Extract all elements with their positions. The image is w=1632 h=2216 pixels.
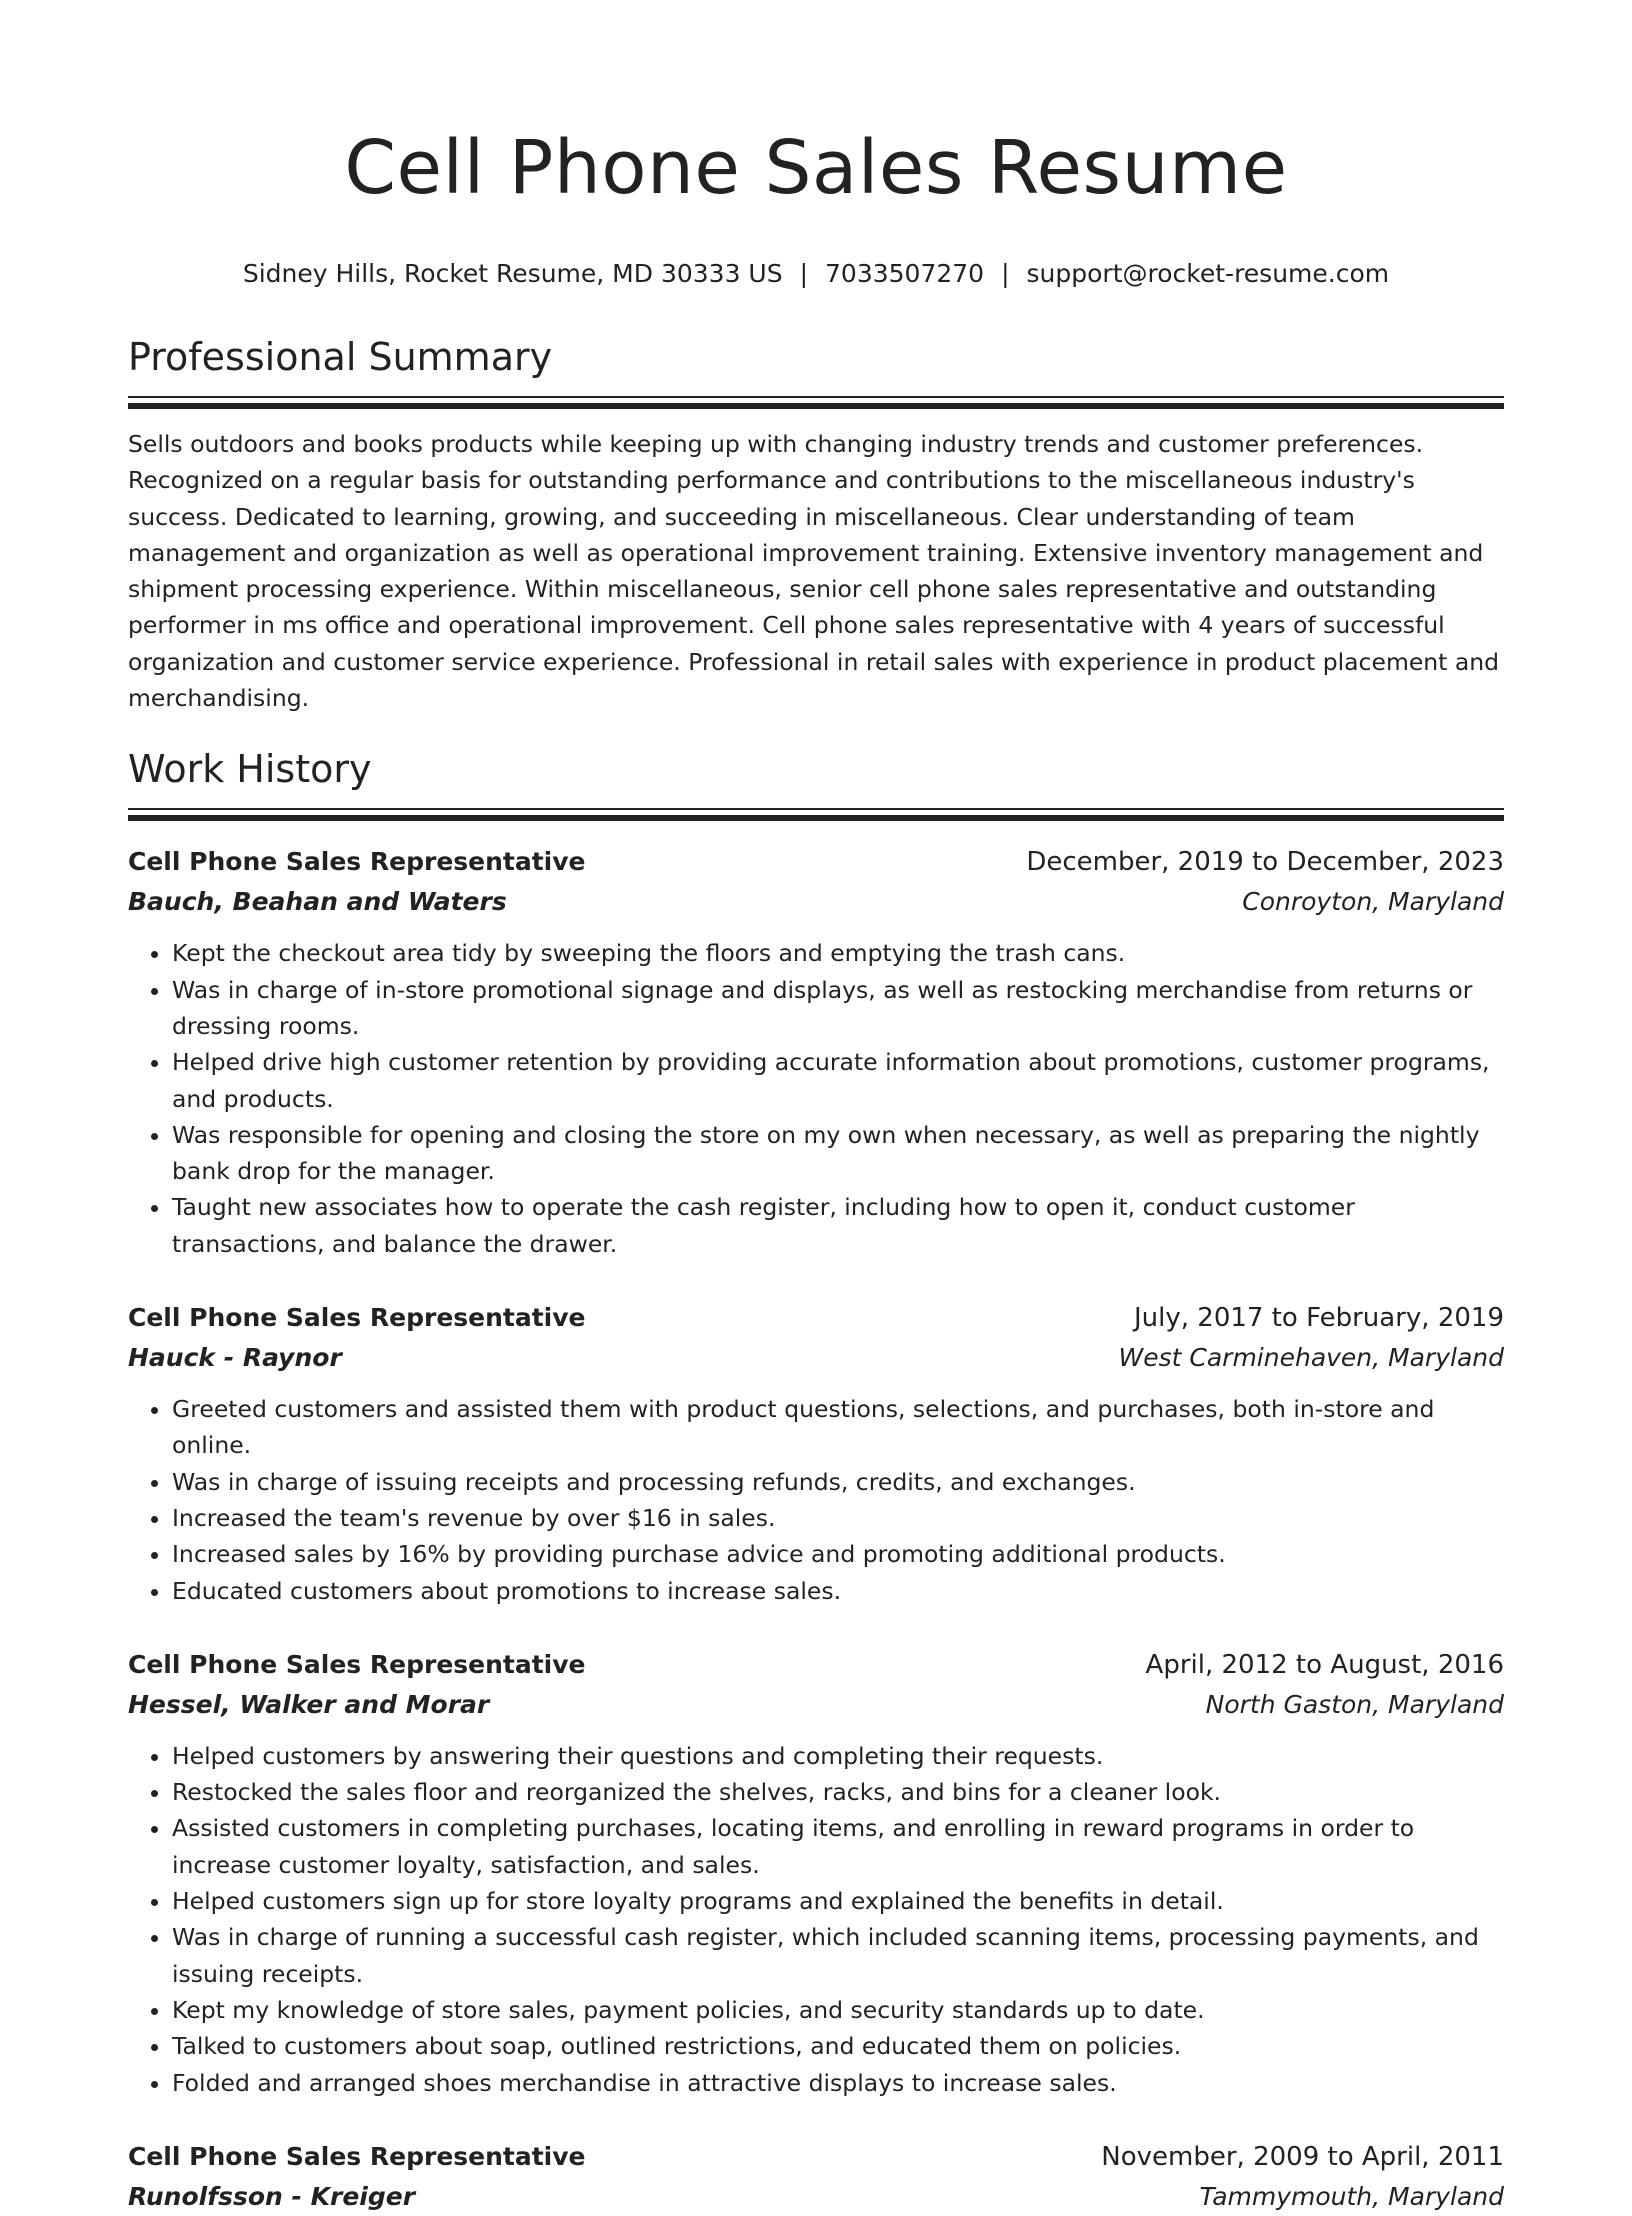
job-bullet: • Talked to customers about soap, outlined restrictions, and educated them on policies. [172, 2028, 1504, 2064]
job-entry [128, 2137, 1504, 2216]
job-location: West Carminehaven, Maryland [1118, 1343, 1504, 1373]
job-entry [128, 1298, 1504, 1609]
job-title: Cell Phone Sales Representative [128, 1303, 586, 1333]
contact-phone: 7033507270 [825, 259, 985, 288]
section-divider [128, 808, 1504, 822]
job-bullet-list [128, 1738, 1504, 2101]
job-bullet: • Folded and arranged shoes merchandise in attractive displays to increase sales. [172, 2065, 1504, 2101]
contact-address: Sidney Hills, Rocket Resume, MD 30333 US [242, 259, 783, 288]
job-company: Runolfsson - Kreiger [128, 2181, 416, 2211]
job-company: Hessel, Walker and Morar [128, 1689, 490, 1719]
summary-text: Sells outdoors and books products while keeping up with changing industry trends and customer preferences. Recognized on a regular basis for outstanding performance and contributions to the miscellaneous industry's success. Dedicated to learning, growing, and succeeding in miscellaneous. Clear understanding of team management and organization as well as operational improvement training. Extensive inventory management and shipment processing experience. Within miscellaneous, senior cell phone sales representative and outstanding performer in ms office and operational improvement. Cell phone sales representative with 4 years of successful organization and customer service experience. Professional in retail sales with experience in product placement and merchandising. [128, 430, 1500, 713]
section-heading-work-history: Work History [128, 747, 372, 792]
job-bullet: • Was responsible for opening and closing the store on my own when necessary, as well as preparing the nightly bank drop for the manager. [172, 1117, 1504, 1190]
job-entry [128, 842, 1504, 1262]
job-title: Cell Phone Sales Representative [128, 2141, 586, 2171]
job-bullet: • Educated customers about promotions to increase sales. [172, 1573, 1504, 1609]
job-bullet: • Kept the checkout area tidy by sweeping the floors and emptying the trash cans. [172, 935, 1504, 971]
job-bullet: • Was in charge of in-store promotional signage and displays, as well as restocking merchandise from returns or dressing rooms. [172, 972, 1504, 1045]
job-entry [128, 1645, 1504, 2101]
job-bullet: • Was in charge of issuing receipts and processing refunds, credits, and exchanges. [172, 1464, 1504, 1500]
professional-summary-section [128, 332, 1504, 716]
job-bullet: • Restocked the sales floor and reorganized the shelves, racks, and bins for a cleaner look. [172, 1774, 1504, 1810]
job-bullet: • Helped customers sign up for store loyalty programs and explained the benefits in detail. [172, 1883, 1504, 1919]
job-bullet: • Taught new associates how to operate the cash register, including how to open it, conduct customer transactions, and balance the drawer. [172, 1189, 1504, 1262]
job-bullet-list [128, 935, 1504, 1262]
job-company: Bauch, Beahan and Waters [128, 887, 507, 917]
job-bullet: • Helped customers by answering their questions and completing their requests. [172, 1738, 1504, 1774]
resume-title: Cell Phone Sales Resume [344, 125, 1288, 211]
job-bullet: • Greeted customers and assisted them with product questions, selections, and purchases, both in-store and online. [172, 1391, 1504, 1464]
job-location: Conroyton, Maryland [1242, 887, 1504, 917]
job-bullet-list [128, 1391, 1504, 1609]
job-location: North Gaston, Maryland [1205, 1689, 1504, 1719]
job-dates: July, 2017 to February, 2019 [1134, 1303, 1504, 1334]
job-bullet: • Assisted customers in completing purchases, locating items, and enrolling in reward programs in order to increase customer loyalty, satisfaction, and sales. [172, 1810, 1504, 1883]
job-bullet: • Kept my knowledge of store sales, payment policies, and security standards up to date. [172, 1992, 1504, 2028]
job-bullet: • Increased the team's revenue by over $16 in sales. [172, 1500, 1504, 1536]
job-bullet: • Helped drive high customer retention by providing accurate information about promotions, customer programs, and products. [172, 1044, 1504, 1117]
job-company: Hauck - Raynor [128, 1343, 342, 1373]
contact-separator: | [799, 259, 809, 288]
job-title: Cell Phone Sales Representative [128, 1649, 586, 1679]
section-heading-summary: Professional Summary [128, 335, 553, 379]
work-history-section [128, 744, 1504, 2215]
job-bullet: • Increased sales by 16% by providing purchase advice and promoting additional products. [172, 1536, 1504, 1572]
job-title: Cell Phone Sales Representative [128, 847, 586, 877]
contact-separator: | [1001, 259, 1010, 288]
job-dates: November, 2009 to April, 2011 [1101, 2141, 1504, 2172]
section-divider [128, 396, 1504, 410]
job-bullet: • Was in charge of running a successful cash register, which included scanning items, processing payments, and issuing receipts. [172, 1919, 1504, 1992]
job-location: Tammymouth, Maryland [1199, 2181, 1504, 2211]
contact-line [128, 256, 1504, 292]
contact-email: support@rocket-resume.com [1026, 259, 1390, 288]
job-dates: December, 2019 to December, 2023 [1026, 847, 1504, 878]
job-dates: April, 2012 to August, 2016 [1145, 1649, 1504, 1680]
resume-page [128, 0, 1504, 2216]
